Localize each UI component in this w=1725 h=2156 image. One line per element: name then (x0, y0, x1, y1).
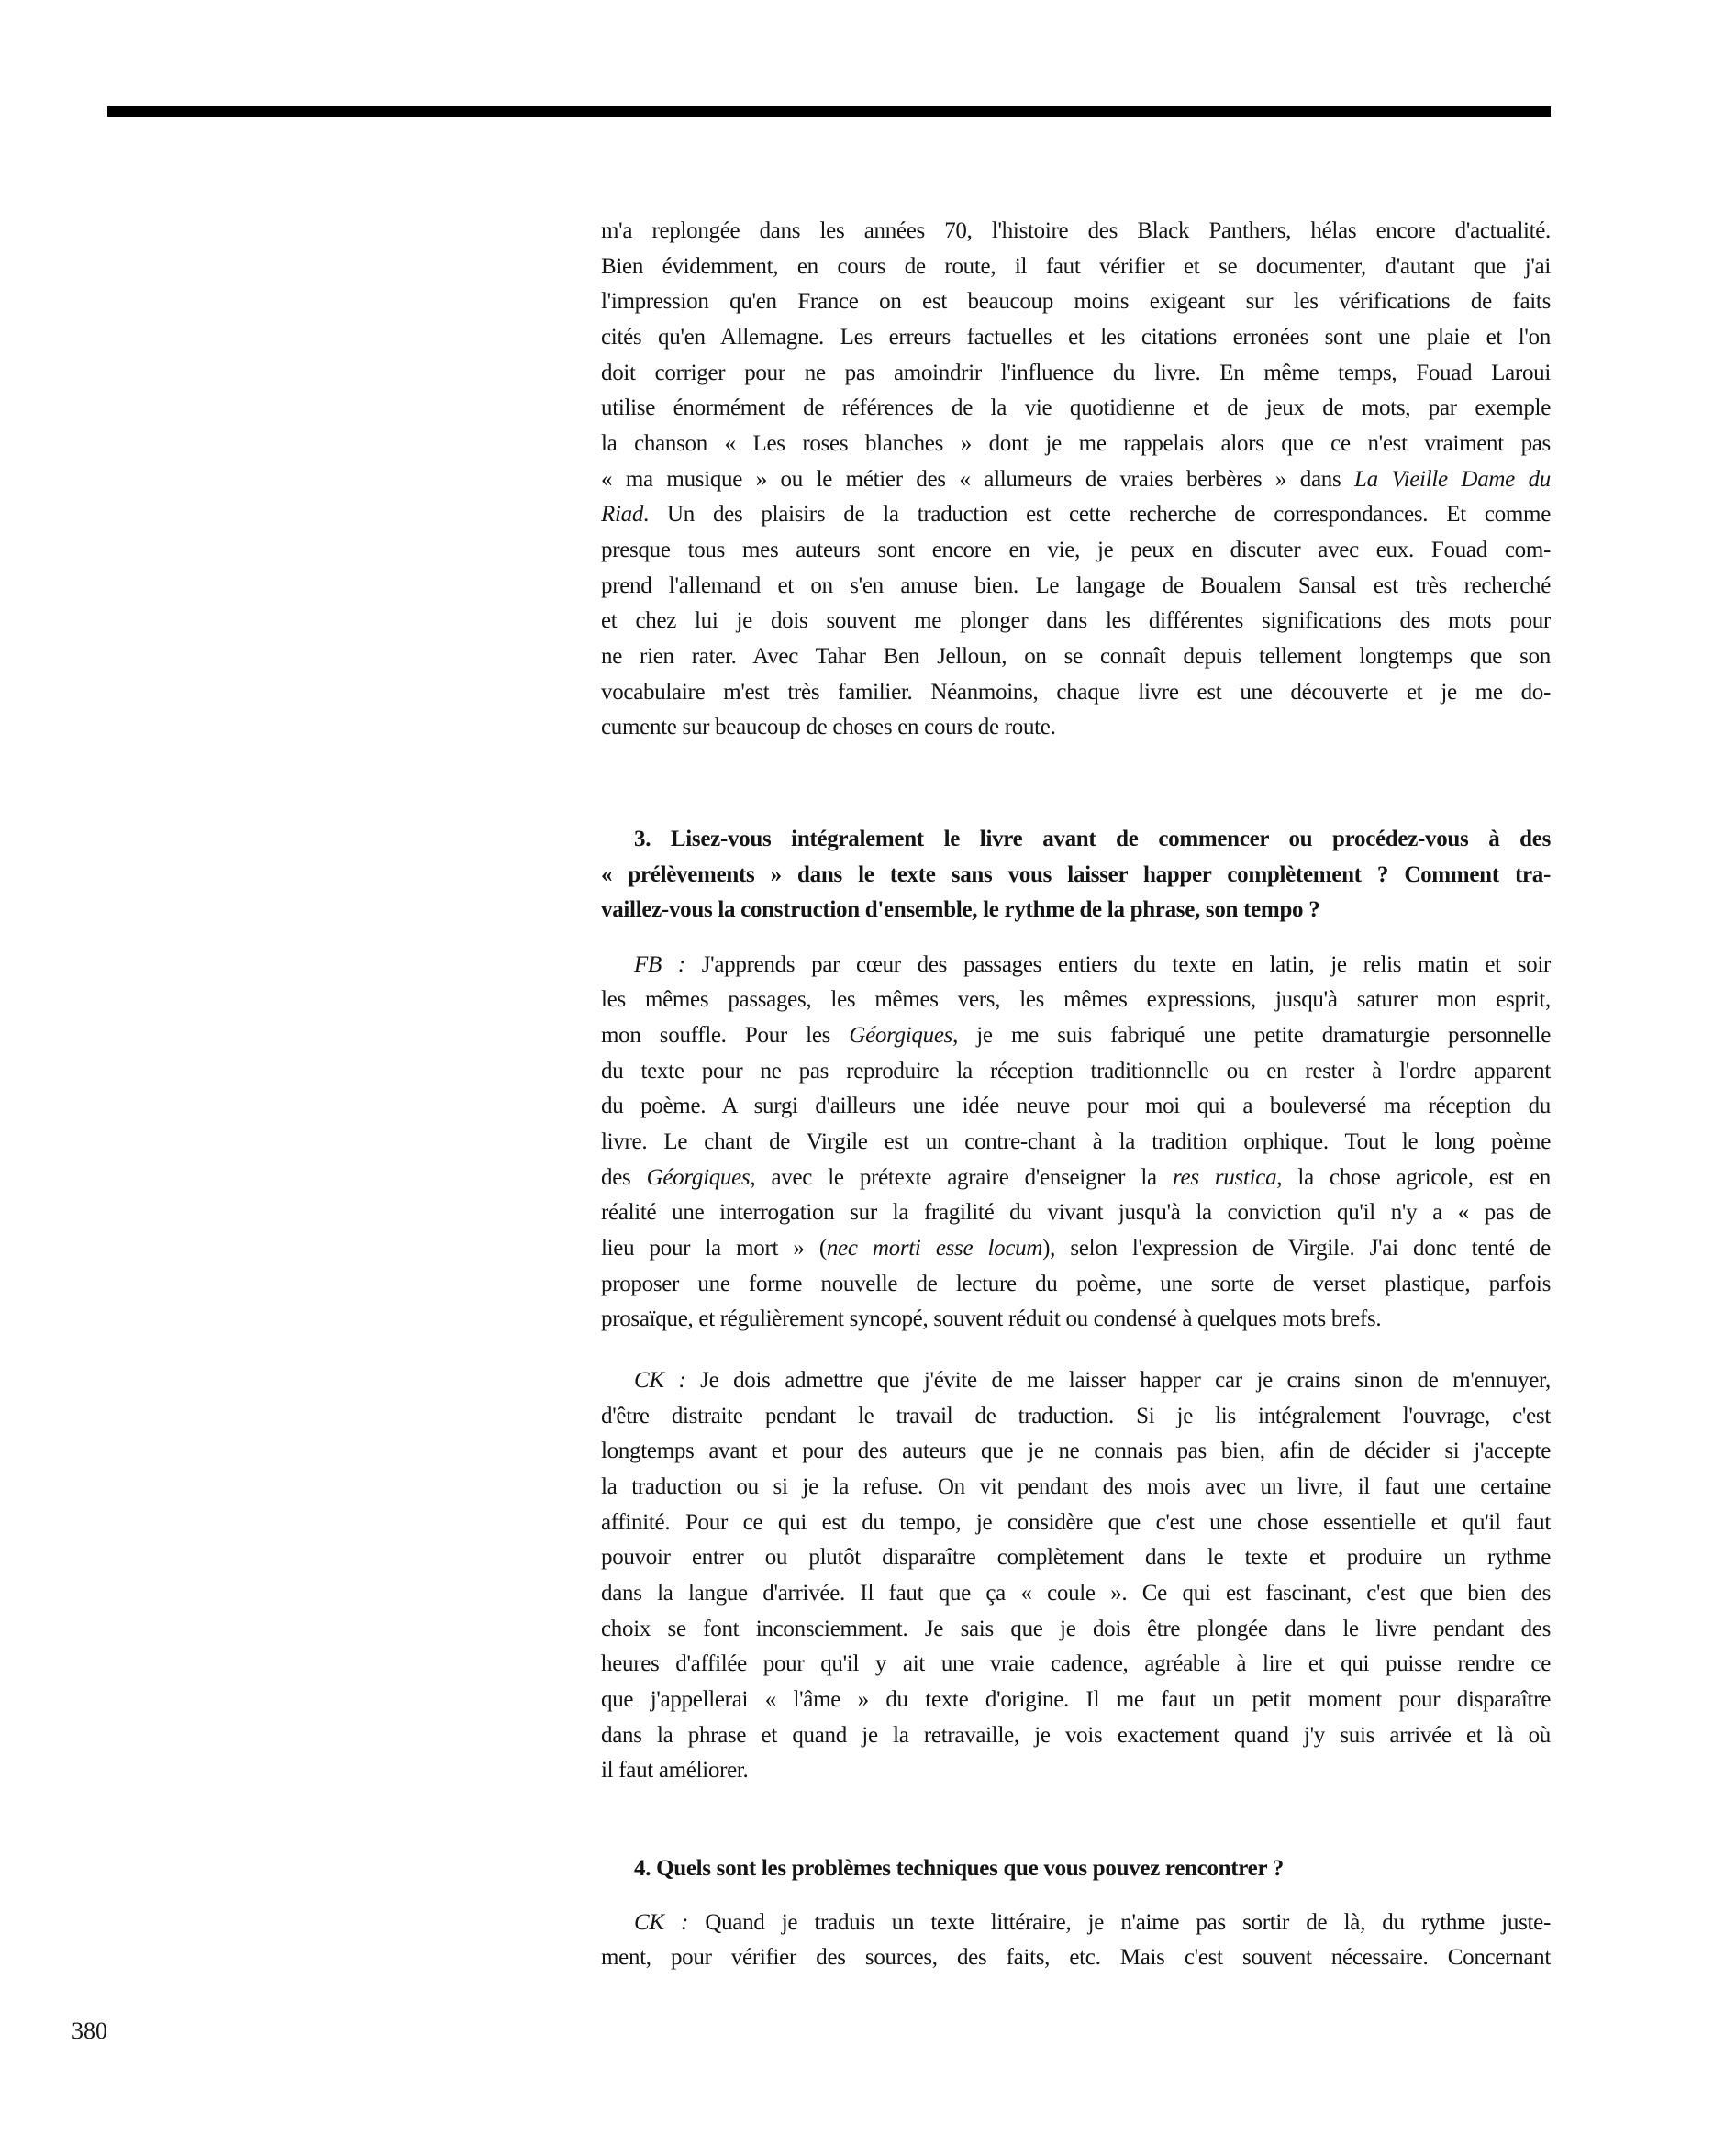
text-line: réalité une interrogation sur la fragilité du vivant jusqu'à la conviction qu'il n'y a « pas de (601, 1200, 1551, 1226)
text-line: ment, pour vérifier des sources, des faits, etc. Mais c'est souvent nécessaire. Concernant (601, 1945, 1551, 1971)
text-line: les mêmes passages, les mêmes vers, les mêmes expressions, jusqu'à saturer mon esprit, (601, 987, 1551, 1013)
text-line: lieu pour la mort » (nec morti esse locum), selon l'expression de Virgile. J'ai donc tenté de (601, 1236, 1551, 1261)
text-line: doit corriger pour ne pas amoindrir l'influence du livre. En même temps, Fouad Laroui (601, 360, 1551, 385)
text-line: 3. Lisez-vous intégralement le livre avant de commencer ou procédez-vous à des (634, 826, 1551, 851)
text-line: que j'appellerai « l'âme » du texte d'origine. Il me faut un petit moment pour disparaître (601, 1686, 1551, 1712)
text-line: et chez lui je dois souvent me plonger dans les différentes significations des mots pour (601, 608, 1551, 634)
text-line: vaillez-vous la construction d'ensemble, le rythme de la phrase, son tempo ? (601, 897, 1320, 923)
text-line: livre. Le chant de Virgile est un contre-chant à la tradition orphique. Tout le long poème (601, 1129, 1551, 1155)
text-line: Riad. Un des plaisirs de la traduction est cette recherche de correspondances. Et comme (601, 502, 1551, 528)
paragraph-continuation (601, 214, 1551, 746)
text-line: « ma musique » ou le métier des « allumeurs de vraies berbères » dans La Vieille Dame du (601, 466, 1551, 492)
text-line: il faut améliorer. (601, 1758, 749, 1784)
text-line: des Géorgiques, avec le prétexte agraire d'enseigner la res rustica, la chose agricole, est en (601, 1164, 1551, 1190)
text-line: m'a replongée dans les années 70, l'histoire des Black Panthers, hélas encore d'actualité. (601, 218, 1551, 243)
text-line: « prélèvements » dans le texte sans vous laisser happer complètement ? Comment tra- (601, 861, 1551, 887)
text-column (601, 214, 1551, 1976)
text-line: presque tous mes auteurs sont encore en vie, je peux en discuter avec eux. Fouad com- (601, 537, 1551, 562)
text-line: du texte pour ne pas reproduire la réception traditionnelle ou en rester à l'ordre apparent (601, 1058, 1551, 1084)
text-line: cités qu'en Allemagne. Les erreurs factuelles et les citations erronées sont une plaie et l'on (601, 324, 1551, 350)
text-line: dans la phrase et quand je la retravaille, je vois exactement quand j'y suis arrivée et là où (601, 1722, 1551, 1748)
answer-fb (601, 948, 1551, 1338)
text-line: la traduction ou si je la refuse. On vit pendant des mois avec un livre, il faut une certaine (601, 1474, 1551, 1499)
text-line: CK : Quand je traduis un texte littéraire, je n'aime pas sortir de là, du rythme juste- (634, 1909, 1551, 1935)
text-line: heures d'affilée pour qu'il y ait une vraie cadence, agréable à lire et qui puisse rendre ce (601, 1651, 1551, 1677)
question-3 (601, 822, 1551, 928)
text-line: du poème. A surgi d'ailleurs une idée neuve pour moi qui a bouleversé ma réception du (601, 1094, 1551, 1119)
text-line: ne rien rater. Avec Tahar Ben Jelloun, on se connaît depuis tellement longtemps que son (601, 643, 1551, 669)
text-line: choix se font inconsciemment. Je sais que je dois être plongée dans le livre pendant des (601, 1616, 1551, 1641)
section-divider-rule (107, 106, 1551, 117)
text-line: pouvoir entrer ou plutôt disparaître complètement dans le texte et produire un rythme (601, 1545, 1551, 1571)
text-line: Bien évidemment, en cours de route, il faut vérifier et se documenter, d'autant que j'ai (601, 253, 1551, 279)
text-line: mon souffle. Pour les Géorgiques, je me suis fabriqué une petite dramaturgie personnelle (601, 1023, 1551, 1049)
text-line: l'impression qu'en France on est beaucoup moins exigeant sur les vérifications de faits (601, 289, 1551, 315)
text-line: prosaïque, et régulièrement syncopé, souvent réduit ou condensé à quelques mots brefs. (601, 1306, 1382, 1332)
text-line: proposer une forme nouvelle de lecture du poème, une sorte de verset plastique, parfois (601, 1271, 1551, 1296)
text-line: cumente sur beaucoup de choses en cours de route. (601, 715, 1056, 740)
answer-ck-2 (601, 1906, 1551, 1976)
page-number: 380 (72, 2017, 107, 2044)
answer-ck (601, 1363, 1551, 1789)
text-line: vocabulaire m'est très familier. Néanmoins, chaque livre est une découverte et je me do- (601, 679, 1551, 705)
text-line: prend l'allemand et on s'en amuse bien. Le langage de Boualem Sansal est très recherché (601, 572, 1551, 598)
text-line: FB : J'apprends par cœur des passages entiers du texte en latin, je relis matin et soir (634, 951, 1551, 977)
text-line: dans la langue d'arrivée. Il faut que ça « coule ». Ce qui est fascinant, c'est que bien des (601, 1580, 1551, 1606)
text-line: longtemps avant et pour des auteurs que je ne connais pas bien, afin de décider si j'accepte (601, 1439, 1551, 1464)
text-line: affinité. Pour ce qui est du tempo, je considère que c'est une chose essentielle et qu'il faut (601, 1509, 1551, 1535)
text-line: la chanson « Les roses blanches » dont je me rappelais alors que ce n'est vraiment pas (601, 430, 1551, 456)
text-line: d'être distraite pendant le travail de traduction. Si je lis intégralement l'ouvrage, c'est (601, 1403, 1551, 1428)
question-4 (601, 1851, 1551, 1887)
text-line: CK : Je dois admettre que j'évite de me laisser happer car je crains sinon de m'ennuyer, (634, 1368, 1551, 1394)
text-line: 4. Quels sont les problèmes techniques que vous pouvez rencontrer ? (634, 1855, 1284, 1881)
text-line: utilise énormément de références de la vie quotidienne et de jeux de mots, par exemple (601, 395, 1551, 421)
